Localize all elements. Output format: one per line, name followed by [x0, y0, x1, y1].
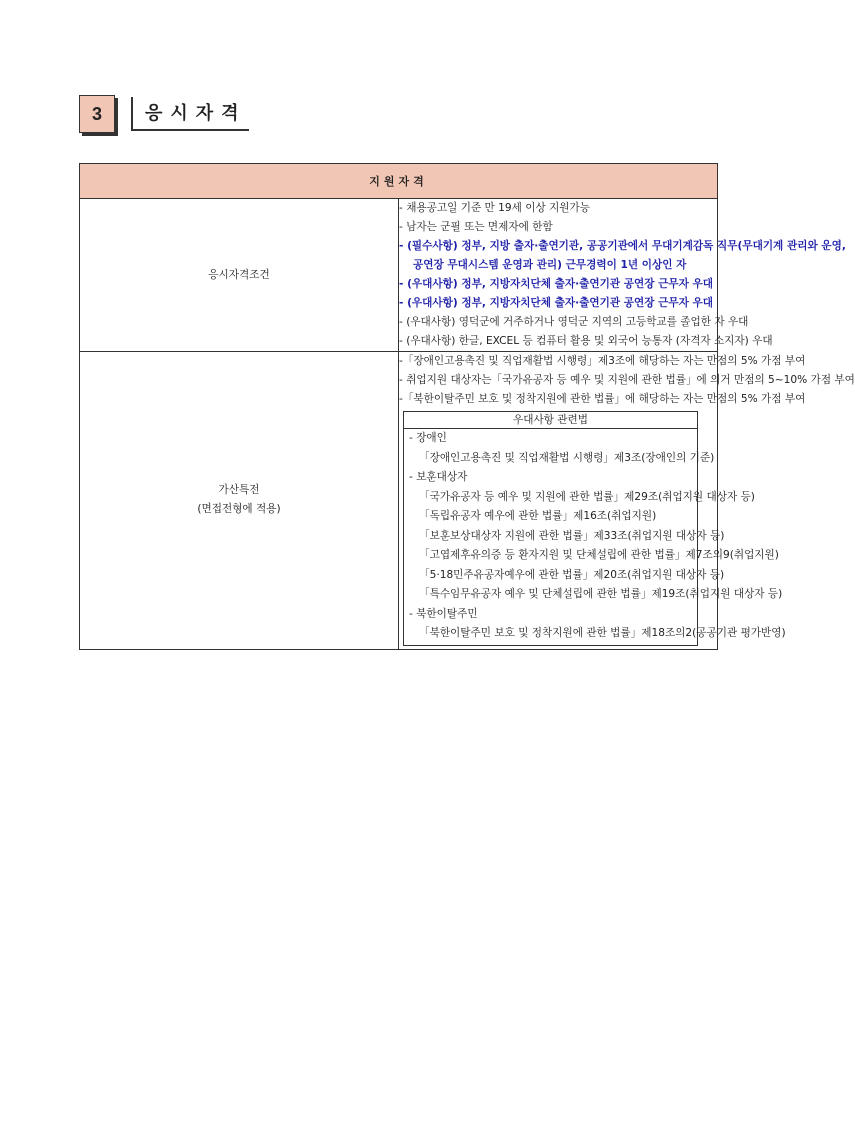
list-item: - (우대사항) 정부, 지방자치단체 출자·출연기관 공연장 근무자 우대: [399, 278, 714, 290]
list-item: 공연장 무대시스템 운영과 관리) 근무경력이 1년 이상인 자: [413, 259, 687, 271]
section-number: 3: [79, 95, 115, 133]
list-item: - (우대사항) 영덕군에 거주하거나 영덕군 지역의 고등학교를 졸업한 자 우대: [399, 316, 749, 328]
law-entry: 「특수임무유공자 예우 및 단체설립에 관한 법률」제19조(취업지원 대상자 등): [419, 588, 783, 600]
law-entry: 「보훈보상대상자 지원에 관한 법률」제33조(취업지원 대상자 등): [419, 529, 725, 542]
list-item: - 취업지원 대상자는「국가유공자 등 예우 및 지원에 관한 법률」에 의거 만점의 5~10% 가점 부여: [399, 374, 855, 386]
section-title: 응시자격: [131, 97, 249, 131]
related-laws-title: 우대사항 관련법: [404, 412, 697, 429]
row-label-line: (면접전형에 적용): [197, 503, 281, 516]
law-group-heading: - 장애인: [409, 432, 447, 444]
law-group-heading: - 북한이탈주민: [409, 607, 478, 620]
law-entry: 「5·18민주유공자예우에 관한 법률」제20조(취업지원 대상자 등): [419, 568, 725, 581]
bonus-content: [399, 352, 855, 650]
qualification-table: [79, 163, 855, 650]
row-label-line: 가산특전: [218, 484, 260, 497]
row-label: [80, 352, 399, 650]
table-row-eligibility: [80, 199, 718, 352]
eligibility-list: [399, 199, 846, 352]
list-item: - (우대사항) 한글, EXCEL 등 컴퓨터 활용 및 외국어 능통자 (자격자 소지자) 우대: [399, 335, 773, 347]
list-item: - (필수사항) 정부, 지방 출자·출연기관, 공공기관에서 무대기계감독 직무(무대기계 관리와 운영,: [399, 240, 846, 252]
law-group-heading: - 보훈대상자: [409, 471, 468, 483]
law-entry: 「북한이탈주민 보호 및 정착지원에 관한 법률」제18조의2(공공기관 평가반영): [419, 627, 786, 639]
list-item: - (우대사항) 정부, 지방자치단체 출자·출연기관 공연장 근무자 우대: [399, 297, 714, 309]
law-entry: 「국가유공자 등 예우 및 지원에 관한 법률」제29조(취업지원 대상자 등): [419, 490, 755, 503]
table-row-bonus: [80, 352, 718, 650]
list-item: -「북한이탈주민 보호 및 정착지원에 관한 법률」에 해당하는 자는 만점의 5% 가점 부여: [399, 393, 806, 405]
related-laws-box: [403, 411, 786, 646]
law-entry: 「장애인고용촉진 및 직업재활법 시행령」제3조(장애인의 기준): [419, 451, 715, 464]
table-header: 지원자격: [80, 164, 718, 199]
list-item: - 남자는 군필 또는 면제자에 한함: [399, 221, 553, 233]
related-laws-list: [404, 429, 786, 645]
list-item: - 채용공고일 기준 만 19세 이상 지원가능: [399, 202, 591, 214]
law-entry: 「독립유공자 예우에 관한 법률」제16조(취업지원): [419, 510, 657, 522]
row-label: 응시자격조건: [80, 199, 399, 352]
list-item: -「장애인고용촉진 및 직업재활법 시행령」제3조에 해당하는 자는 만점의 5% 가점 부여: [399, 355, 806, 367]
law-entry: 「고엽제후유의증 등 환자지원 및 단체설립에 관한 법률」제7조의9(취업지원): [419, 549, 779, 561]
